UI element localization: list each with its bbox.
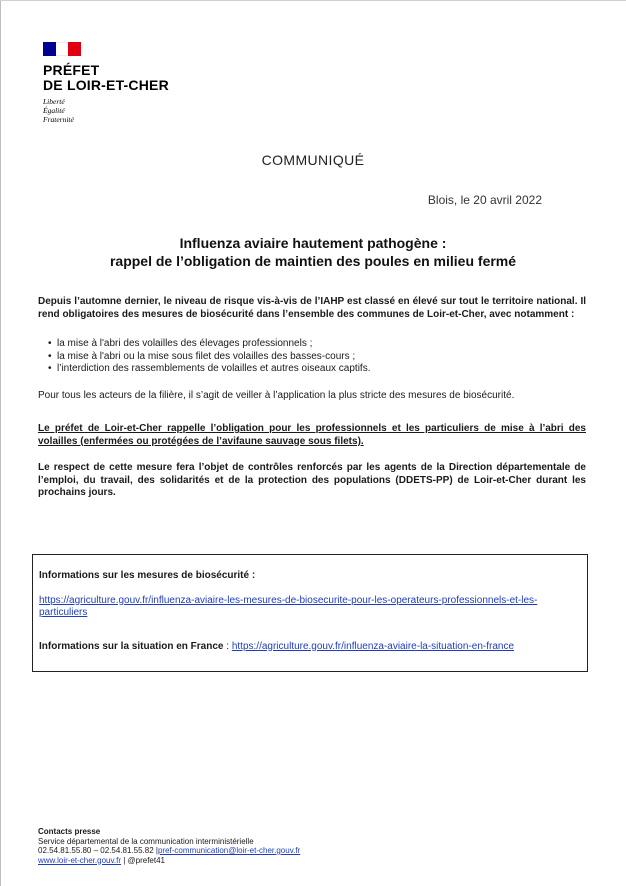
motto-egalite: Égalité bbox=[43, 106, 65, 115]
list-item: • la mise à l'abri des volailles des élevages professionnels ; bbox=[48, 338, 586, 351]
controles-paragraph: Le respect de cette mesure fera l’objet de contrôles renforcés par les agents de la Direction départementale de l’emploi, du travail, des solidarités et de la protection des populations (DDETS-PP) de Loir-et-Cher durant les prochains jours. bbox=[38, 462, 586, 498]
republic-motto bbox=[43, 97, 169, 124]
communique-label: COMMUNIQUÉ bbox=[261, 152, 365, 168]
contacts-email-link[interactable]: pref-communication@loir-et-cher.gouv.fr bbox=[157, 846, 301, 855]
contacts-website-link[interactable]: www.loir-et-cher.gouv.fr bbox=[38, 855, 121, 865]
flag-white-band bbox=[56, 42, 69, 56]
french-flag-icon bbox=[43, 42, 81, 56]
motto-liberte: Liberté bbox=[43, 97, 65, 106]
org-name-line-1: PRÉFET bbox=[43, 62, 100, 78]
situation-info-line bbox=[39, 641, 581, 654]
contacts-phones: 02.54.81.55.80 – 02.54.81.55.82 | bbox=[38, 846, 158, 855]
biosecurite-info-label: Informations sur les mesures de biosécurité : bbox=[39, 570, 256, 581]
page-top-edge bbox=[0, 0, 626, 1]
contacts-web-line bbox=[38, 856, 300, 866]
org-name-line-2: DE LOIR-ET-CHER bbox=[43, 77, 169, 93]
flag-red-band bbox=[68, 42, 81, 56]
situation-info-label: Informations sur la situation en France bbox=[39, 640, 224, 652]
information-box bbox=[32, 554, 588, 672]
list-item: • la mise à l'abri ou la mise sous filet des volailles des basses-cours ; bbox=[48, 351, 586, 364]
list-item: • l’interdiction des rassemblements de volailles et autres oiseaux captifs. bbox=[48, 363, 586, 376]
press-release-body bbox=[38, 296, 586, 500]
date-line: Blois, le 20 avril 2022 bbox=[427, 193, 542, 207]
contacts-social: | @prefet41 bbox=[121, 855, 165, 865]
page-left-edge bbox=[0, 0, 1, 886]
press-release-title bbox=[0, 234, 626, 270]
rappel-paragraph: Le préfet de Loir-et-Cher rappelle l’obligation pour les professionnels et les particuliers de mise à l’abri des volailles (enfermées ou protégées de l’avifaune sauvage sous filets). bbox=[38, 423, 586, 447]
contacts-phone-line bbox=[38, 846, 300, 856]
motto-fraternite: Fraternité bbox=[43, 115, 74, 124]
press-contacts bbox=[38, 827, 300, 865]
flag-blue-band bbox=[43, 42, 56, 56]
situation-link[interactable]: https://agriculture.gouv.fr/influenza-aviaire-la-situation-en-france bbox=[231, 640, 515, 652]
contacts-service: Service départemental de la communication interministérielle bbox=[38, 836, 254, 846]
title-line-1: Influenza aviaire hautement pathogène : bbox=[179, 235, 447, 251]
contacts-heading: Contacts presse bbox=[38, 827, 101, 836]
prefecture-logo bbox=[43, 42, 169, 124]
biosecurite-link[interactable]: https://agriculture.gouv.fr/influenza-aviaire-les-mesures-de-biosecurite-pour-les-operateurs-professionnels-et-les-particuliers bbox=[39, 594, 538, 618]
title-line-2: rappel de l’obligation de maintien des poules en milieu fermé bbox=[109, 253, 517, 269]
measures-list bbox=[38, 338, 586, 376]
situation-separator: : bbox=[223, 640, 232, 652]
filiere-paragraph: Pour tous les acteurs de la filière, il s’agit de veiller à l’application la plus stricte des mesures de biosécurité. bbox=[38, 389, 515, 401]
intro-paragraph: Depuis l’automne dernier, le niveau de risque vis-à-vis de l’IAHP est classé en élevé sur tout le territoire national. Il rend obligatoires des mesures de biosécurité dans l’ensemble des communes de Loir-et-Cher, avec notamment : bbox=[38, 296, 586, 320]
